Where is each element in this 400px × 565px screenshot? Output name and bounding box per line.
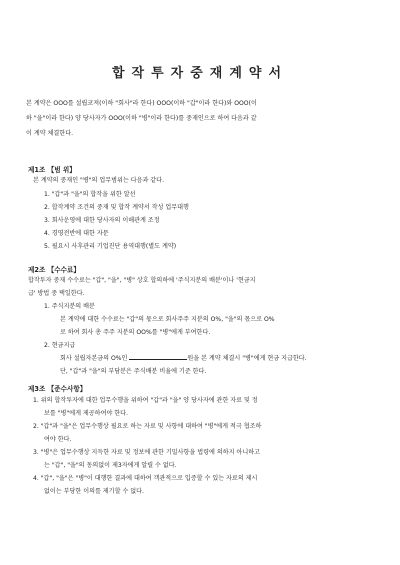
amount-blank — [129, 354, 187, 360]
article-2-heading: 제2조 【수수료】 — [28, 266, 80, 274]
sub-2-text-a: 회사 설립자본금의 O%인 — [60, 355, 128, 362]
intro-line-3: 이 계약 체결한다. — [26, 130, 74, 137]
article-2-lead-2: 급' 방법 중 택일한다. — [28, 290, 85, 297]
article-3-line: 여야 한다. — [44, 436, 72, 443]
article-2-sub-2-title: 2. 현금지급 — [44, 342, 76, 349]
article-1-item: 1. "갑"과 "을"의 합작을 위한 알선 — [44, 191, 136, 198]
sub-2-text-b: 원을 본 계약 체결시 "병"에게 현금 지급한다. — [187, 355, 307, 362]
article-1-item: 5. 필요시 사후관리 기업진단 용역대행(별도 계약) — [44, 243, 177, 250]
article-2-sub-2-line-1 — [60, 353, 307, 365]
article-2-lead-1: 합작투자 중재 수수료는 "갑", "을", "병" 상호 합의하에 '주식지분의 배분'이나 '현금지 — [28, 277, 256, 284]
article-1-item: 2. 합작계약 조건의 중재 및 합작 계약서 작성 업무대행 — [44, 204, 189, 211]
article-3-line: 4. "갑", "을"은 "병"이 대행한 결과에 대하여 객관적으로 입증할 수 있는 자료의 제시 — [33, 475, 258, 482]
article-3-line: 1. 위의 합작투자에 대한 업무수행을 위하여 "갑"과 "을" 양 당사자에 관한 자료 및 정 — [33, 397, 258, 404]
intro-line-1: 본 계약은 OOO를 설립코져(이하 "회사"라 한다) OOO(이하 "갑"이라 한다)와 OOO(이 — [26, 100, 257, 107]
article-1-item: 4. 경영전반에 대한 자문 — [44, 230, 109, 237]
article-3-line: 는 "갑", "을"의 동의없이 제3자에게 알릴 수 없다. — [44, 462, 177, 469]
article-1-lead: 본 계약의 중재인 "병"의 업무범위는 다음과 같다. — [33, 177, 165, 184]
article-2-sub-1-line-2: 로 하여 회사 총 주주 지분의 OO%를 "병"에게 부여한다. — [60, 329, 211, 336]
article-3-heading: 제3조 【준수사항】 — [28, 385, 87, 393]
article-2-sub-1-title: 1. 주식지분의 배분 — [44, 303, 95, 310]
article-2-sub-1-line-1: 본 계약에 대한 수수료는 "갑"의 몫으로 회사주주 지분의 O%, "을"의 몫으로 O% — [60, 316, 275, 323]
article-1-heading: 제1조 【범 위】 — [28, 166, 76, 174]
intro-line-2: 하 "을"이라 한다) 양 당사자가 OOO(이하 "병"이라 한다)를 중재인으로 하여 다음과 같 — [26, 115, 257, 122]
article-3-line: 보를 "병"에게 제공하여야 한다. — [44, 410, 128, 417]
document-title: 합작투자중재계약서 — [111, 66, 289, 81]
article-3-line: 없이는 부당한 이의를 제기할 수 없다. — [44, 488, 144, 495]
article-3-line: 2. "갑"과 "을"은 업무수행상 필요로 하는 자료 및 사항에 대하여 "병"에게 적극 협조하 — [33, 423, 262, 430]
article-3-line: 3. "병"은 업무수행상 지득한 자료 및 정보에 관한 기밀사항을 법령에 의하지 아니하고 — [33, 449, 260, 456]
article-1-item: 3. 회사운영에 대한 당사자의 이해관계 조정 — [44, 217, 160, 224]
article-2-sub-2-line-2: 단, "갑"과 "을"의 부담분은 주식배분 비율에 기준 한다. — [60, 368, 207, 375]
